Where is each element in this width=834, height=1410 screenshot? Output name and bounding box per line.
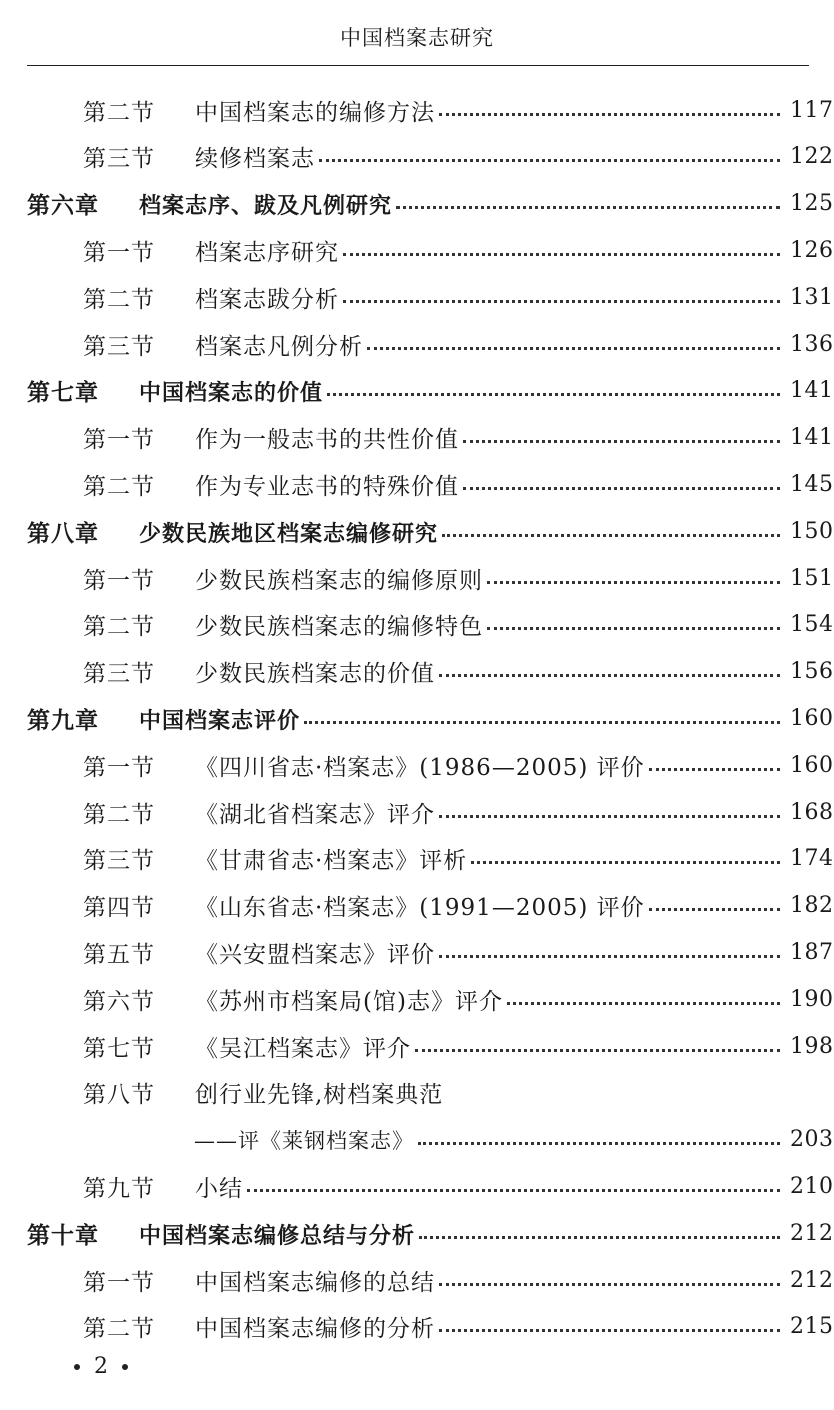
toc-entry-number: 第八章 bbox=[27, 520, 99, 547]
toc-entry-title: 作为一般志书的共性价值 bbox=[195, 427, 459, 454]
toc-section-entry bbox=[0, 976, 834, 1022]
toc-entry-page: 212 bbox=[790, 1220, 834, 1246]
toc-leader-dots bbox=[343, 300, 780, 303]
toc-entry-number: 第六章 bbox=[27, 193, 99, 220]
toc-entry-label bbox=[0, 468, 459, 501]
toc-entry-page: 174 bbox=[790, 846, 834, 872]
toc-chapter-entry bbox=[0, 181, 834, 227]
toc-entry-page: 160 bbox=[790, 705, 834, 731]
toc-entry-label bbox=[0, 1217, 415, 1250]
footer-bullet-right bbox=[122, 1364, 128, 1370]
toc-leader-dots bbox=[304, 721, 780, 724]
toc-entry-title: 档案志凡例分析 bbox=[195, 333, 363, 360]
toc-entry-title: 档案志跋分析 bbox=[195, 286, 339, 313]
toc-entry-page: 156 bbox=[790, 659, 834, 685]
toc-entry-page: 136 bbox=[790, 331, 834, 357]
toc-entry-label bbox=[0, 140, 315, 173]
running-header: 中国档案志研究 bbox=[340, 26, 494, 50]
toc-entry-page: 117 bbox=[790, 97, 834, 123]
toc-entry-number: 第三节 bbox=[83, 848, 155, 875]
toc-entry-page: 160 bbox=[790, 752, 834, 778]
toc-leader-dots bbox=[507, 1002, 780, 1005]
toc-entry-label bbox=[0, 1170, 243, 1203]
toc-entry-title: 《吴江档案志》评介 bbox=[195, 1035, 411, 1062]
toc-entry-number: 第十章 bbox=[27, 1222, 99, 1249]
toc-entry-number: 第七节 bbox=[83, 1035, 155, 1062]
toc-entry-page: 145 bbox=[790, 471, 834, 497]
toc-entry-title: 少数民族档案志的编修特色 bbox=[195, 614, 483, 641]
toc-entry-label bbox=[0, 1076, 443, 1109]
toc-entry-label bbox=[0, 328, 363, 361]
toc-section-entry bbox=[0, 274, 834, 320]
toc-entry-title: 《山东省志·档案志》(1991—2005) 评价 bbox=[195, 895, 645, 922]
toc-entry-title: 少数民族地区档案志编修研究 bbox=[139, 521, 439, 547]
toc-section-entry bbox=[0, 1304, 834, 1350]
toc-entry-title: 作为专业志书的特殊价值 bbox=[195, 473, 459, 500]
footer-page-number: 2 bbox=[94, 1354, 108, 1379]
toc-chapter-entry bbox=[0, 695, 834, 741]
toc-entry-number: 第五节 bbox=[83, 941, 155, 968]
toc-leader-dots bbox=[463, 440, 780, 443]
toc-entry-page: 122 bbox=[790, 144, 834, 170]
toc-section-entry bbox=[0, 321, 834, 367]
toc-leader-dots bbox=[439, 674, 780, 677]
toc-entry-title: 中国档案志编修的总结 bbox=[195, 1269, 435, 1296]
toc-entry-number: 第二节 bbox=[83, 614, 155, 641]
toc-entry-number: 第二节 bbox=[83, 473, 155, 500]
toc-entry-label bbox=[0, 842, 467, 875]
toc-entry-label bbox=[0, 1030, 411, 1063]
toc-entry-number: 第二节 bbox=[83, 286, 155, 313]
toc-entry-page: 150 bbox=[790, 518, 834, 544]
toc-entry-title: 创行业先锋,树档案典范 bbox=[195, 1082, 444, 1109]
toc-entry-number: 第六节 bbox=[83, 988, 155, 1015]
toc-entry-label bbox=[0, 983, 503, 1016]
toc-entry-label bbox=[0, 421, 459, 454]
toc-entry-title: 《兴安盟档案志》评价 bbox=[195, 941, 435, 968]
toc-entry-number: 第九章 bbox=[27, 707, 99, 734]
toc-entry-label bbox=[0, 187, 392, 220]
toc-entry-title: 档案志序研究 bbox=[195, 239, 339, 266]
toc-entry-label bbox=[0, 1264, 435, 1297]
toc-entry-number: 第二节 bbox=[83, 801, 155, 828]
page-footer bbox=[60, 1354, 142, 1379]
toc-entry-title: 《甘肃省志·档案志》评析 bbox=[195, 848, 468, 875]
toc-section-entry bbox=[0, 87, 834, 133]
toc-leader-dots bbox=[487, 627, 780, 630]
header-rule bbox=[27, 65, 809, 66]
toc-leader-dots bbox=[319, 159, 780, 162]
toc-entry-number: 第二节 bbox=[83, 1316, 155, 1343]
toc-entry-number: 第二节 bbox=[83, 99, 155, 126]
toc-leader-dots bbox=[649, 908, 780, 911]
toc-entry-title: 《苏州市档案局(馆)志》评介 bbox=[195, 988, 503, 1015]
toc-leader-dots bbox=[439, 1329, 780, 1332]
toc-entry-label bbox=[0, 608, 483, 641]
toc-section-entry bbox=[0, 929, 834, 975]
toc-chapter-entry bbox=[0, 368, 834, 414]
toc-section-entry bbox=[0, 555, 834, 601]
toc-entry-label bbox=[0, 702, 300, 735]
toc-entry-label bbox=[0, 94, 435, 127]
toc-entry-label bbox=[0, 889, 645, 922]
toc-entry-title: 中国档案志编修总结与分析 bbox=[139, 1223, 416, 1249]
toc-entry-number: 第一节 bbox=[83, 239, 155, 266]
toc-entry-number: 第一节 bbox=[83, 1269, 155, 1296]
toc-entry-page: 131 bbox=[790, 284, 834, 310]
toc-entry-page: 210 bbox=[790, 1173, 834, 1199]
toc-section-entry bbox=[0, 415, 834, 461]
toc-entry-page: 182 bbox=[790, 893, 834, 919]
toc-entry-title: 中国档案志评价 bbox=[139, 708, 301, 734]
toc-section-entry bbox=[0, 1163, 834, 1209]
toc-entry-title: 中国档案志的价值 bbox=[139, 381, 324, 407]
toc-entry-number: 第一节 bbox=[83, 427, 155, 454]
toc-section-entry bbox=[0, 227, 834, 273]
toc-leader-dots bbox=[442, 534, 780, 537]
toc-entry-number: 第三节 bbox=[83, 333, 155, 360]
toc-leader-dots bbox=[419, 1236, 780, 1239]
toc-entry-label bbox=[0, 234, 339, 267]
toc-entry-number: 第三节 bbox=[83, 661, 155, 688]
toc-subtitle-entry bbox=[0, 1117, 834, 1163]
toc-entry-page: 154 bbox=[790, 612, 834, 638]
toc-entry-label bbox=[0, 515, 438, 548]
toc-entry-label bbox=[0, 281, 339, 314]
toc-leader-dots bbox=[439, 955, 780, 958]
toc-entry-label bbox=[0, 655, 435, 688]
toc-entry-title: 档案志序、跋及凡例研究 bbox=[139, 194, 393, 220]
toc-entry-title: 少数民族档案志的编修原则 bbox=[195, 567, 483, 594]
toc-section-entry bbox=[0, 742, 834, 788]
toc-leader-dots bbox=[439, 1283, 780, 1286]
toc-entry-number: 第九节 bbox=[83, 1175, 155, 1202]
toc-entry-title: 《四川省志·档案志》(1986—2005) 评价 bbox=[195, 754, 645, 781]
toc-entry-page: 215 bbox=[790, 1314, 834, 1340]
toc-section-entry bbox=[0, 649, 834, 695]
toc-section-entry bbox=[0, 1070, 834, 1116]
toc-leader-dots bbox=[415, 1049, 780, 1052]
toc-entry-label bbox=[0, 749, 645, 782]
toc-entry-page: 203 bbox=[790, 1127, 834, 1153]
toc-section-entry bbox=[0, 134, 834, 180]
toc-entry-title: 少数民族档案志的价值 bbox=[195, 661, 435, 688]
toc-section-entry bbox=[0, 883, 834, 929]
toc-entry-page: 125 bbox=[790, 191, 834, 217]
toc-section-entry bbox=[0, 789, 834, 835]
toc-chapter-entry bbox=[0, 1210, 834, 1256]
toc-entry-page: 168 bbox=[790, 799, 834, 825]
toc-entry-title: 中国档案志的编修方法 bbox=[195, 99, 435, 126]
toc-entry-number: 第一节 bbox=[83, 754, 155, 781]
toc-section-entry bbox=[0, 602, 834, 648]
toc-entry-page: 126 bbox=[790, 237, 834, 263]
toc-leader-dots bbox=[463, 487, 780, 490]
toc-leader-dots bbox=[439, 815, 780, 818]
toc-entry-page: 141 bbox=[790, 378, 834, 404]
toc-entry-number: 第四节 bbox=[83, 895, 155, 922]
toc-leader-dots bbox=[418, 1142, 780, 1145]
toc-entry-number: 第八节 bbox=[83, 1082, 155, 1109]
toc-entry-page: 198 bbox=[790, 1033, 834, 1059]
toc-entry-label bbox=[0, 796, 435, 829]
toc-entry-label bbox=[0, 562, 483, 595]
toc-entry-label bbox=[0, 1125, 414, 1155]
toc-leader-dots bbox=[247, 1189, 780, 1192]
toc-entry-label bbox=[0, 1310, 435, 1343]
toc-section-entry bbox=[0, 836, 834, 882]
toc-entry-number: 第七章 bbox=[27, 380, 99, 407]
toc-section-entry bbox=[0, 1023, 834, 1069]
toc-entry-page: 151 bbox=[790, 565, 834, 591]
toc-leader-dots bbox=[327, 393, 780, 396]
toc-leader-dots bbox=[343, 253, 780, 256]
toc-entry-page: 187 bbox=[790, 939, 834, 965]
toc-entry-page: 141 bbox=[790, 425, 834, 451]
toc-section-entry bbox=[0, 1257, 834, 1303]
toc-entry-page: 190 bbox=[790, 986, 834, 1012]
toc-leader-dots bbox=[471, 861, 780, 864]
toc-leader-dots bbox=[439, 113, 780, 116]
toc-entry-title: 续修档案志 bbox=[195, 146, 315, 173]
footer-bullet-left bbox=[74, 1364, 80, 1370]
toc-leader-dots bbox=[649, 768, 780, 771]
toc-section-entry bbox=[0, 461, 834, 507]
toc-entry-page: 212 bbox=[790, 1267, 834, 1293]
toc-entry-label bbox=[0, 936, 435, 969]
toc-entry-title: ——评《莱钢档案志》 bbox=[194, 1128, 414, 1153]
toc-entry-title: 中国档案志编修的分析 bbox=[195, 1316, 435, 1343]
toc-entry-title: 小结 bbox=[195, 1175, 243, 1202]
toc-chapter-entry bbox=[0, 508, 834, 554]
toc-entry-number: 第一节 bbox=[83, 567, 155, 594]
toc-leader-dots bbox=[396, 206, 780, 209]
toc-leader-dots bbox=[367, 347, 780, 350]
toc-entry-title: 《湖北省档案志》评介 bbox=[195, 801, 435, 828]
toc-entry-label bbox=[0, 374, 323, 407]
toc-leader-dots bbox=[487, 581, 780, 584]
toc-entry-number: 第三节 bbox=[83, 146, 155, 173]
